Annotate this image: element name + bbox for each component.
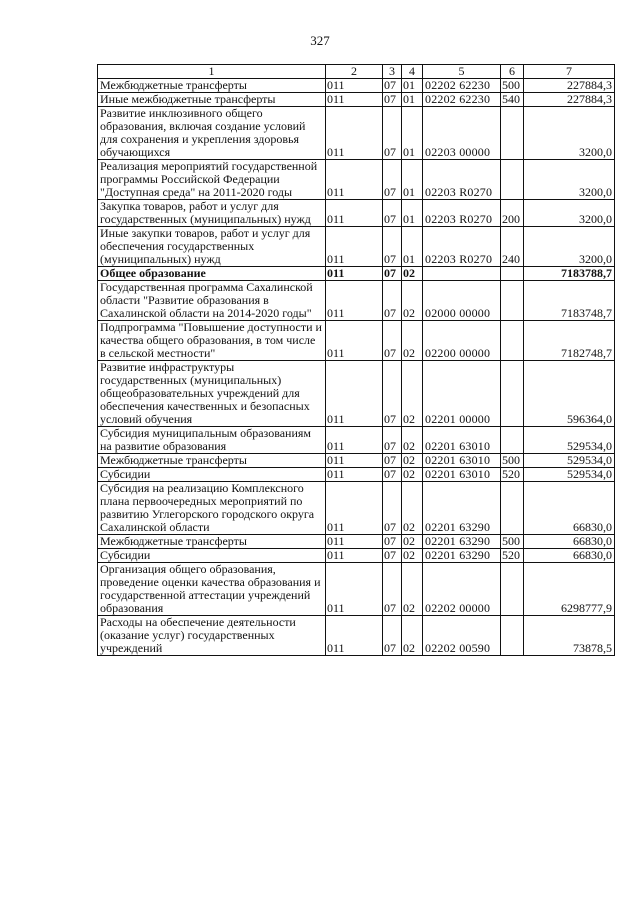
row-cell-c4: 02 [402,468,423,482]
row-cell-c7: 529534,0 [524,454,615,468]
row-cell-c4: 01 [402,107,423,160]
row-cell-c5: 02203 R0270 [423,227,501,267]
row-cell-c5: 02201 63290 [423,482,501,535]
table-row [98,549,615,563]
row-cell-c2: 011 [326,549,383,563]
row-cell-c6 [501,427,524,454]
table-row [98,616,615,656]
row-name-cell: Расходы на обеспечение деятельности (оказание услуг) государственных учреждений [98,616,326,656]
row-cell-c6: 200 [501,200,524,227]
row-name-cell: Иные закупки товаров, работ и услуг для обеспечения государственных (муниципальных) нужд [98,227,326,267]
row-cell-c2: 011 [326,563,383,616]
row-cell-c5: 02201 63010 [423,427,501,454]
row-cell-c2: 011 [326,79,383,93]
table-row [98,93,615,107]
row-cell-c5: 02201 00000 [423,361,501,427]
table-row [98,227,615,267]
row-cell-c6 [501,616,524,656]
row-cell-c7: 529534,0 [524,468,615,482]
row-cell-c6 [501,160,524,200]
row-cell-c5: 02201 63290 [423,549,501,563]
row-cell-c6: 500 [501,79,524,93]
row-cell-c2: 011 [326,482,383,535]
row-cell-c4: 02 [402,321,423,361]
row-cell-c6 [501,482,524,535]
row-name-cell: Закупка товаров, работ и услуг для государственных (муниципальных) нужд [98,200,326,227]
row-name-cell: Реализация мероприятий государственной программы Российской Федерации "Доступная среда" на 2011-2020 годы [98,160,326,200]
row-cell-c4: 02 [402,563,423,616]
row-cell-c5: 02200 00000 [423,321,501,361]
row-cell-c3: 07 [383,468,402,482]
header-cell-5: 5 [423,65,501,79]
row-name-cell: Межбюджетные трансферты [98,79,326,93]
table-row [98,563,615,616]
row-cell-c6 [501,361,524,427]
row-cell-c3: 07 [383,361,402,427]
row-name-cell: Межбюджетные трансферты [98,454,326,468]
row-cell-c5: 02201 63010 [423,454,501,468]
row-cell-c7: 6298777,9 [524,563,615,616]
row-cell-c2: 011 [326,616,383,656]
row-cell-c2: 011 [326,468,383,482]
row-name-cell: Иные межбюджетные трансферты [98,93,326,107]
row-cell-c7: 596364,0 [524,361,615,427]
row-cell-c3: 07 [383,563,402,616]
table-row [98,321,615,361]
row-cell-c4: 01 [402,79,423,93]
row-name-cell: Субсидия на реализацию Комплексного плана первоочередных мероприятий по развитию Углегорского городского округа Сахалинской области [98,482,326,535]
row-cell-c3: 07 [383,227,402,267]
row-name-cell: Организация общего образования, проведение оценки качества образования и государственной аттестации учреждений образования [98,563,326,616]
table-row [98,482,615,535]
row-cell-c3: 07 [383,454,402,468]
row-cell-c2: 011 [326,107,383,160]
row-cell-c7: 3200,0 [524,107,615,160]
row-cell-c5: 02203 R0270 [423,200,501,227]
row-name-cell: Общее образование [98,267,326,281]
row-cell-c7: 3200,0 [524,200,615,227]
row-cell-c6: 240 [501,227,524,267]
row-cell-c2: 011 [326,93,383,107]
row-cell-c4: 02 [402,281,423,321]
table-row [98,281,615,321]
page-number: 327 [310,33,330,48]
table-row [98,454,615,468]
row-cell-c2: 011 [326,361,383,427]
header-cell-4: 4 [402,65,423,79]
row-cell-c7: 3200,0 [524,160,615,200]
row-cell-c2: 011 [326,200,383,227]
row-cell-c7: 7183788,7 [524,267,615,281]
row-cell-c7: 7182748,7 [524,321,615,361]
row-cell-c6: 500 [501,454,524,468]
row-cell-c6 [501,281,524,321]
row-cell-c2: 011 [326,321,383,361]
row-name-cell: Государственная программа Сахалинской области "Развитие образования в Сахалинской области на 2014-2020 годы" [98,281,326,321]
row-cell-c6: 520 [501,468,524,482]
row-cell-c5: 02203 R0270 [423,160,501,200]
row-cell-c6: 520 [501,549,524,563]
row-cell-c2: 011 [326,160,383,200]
row-cell-c3: 07 [383,107,402,160]
row-cell-c7: 3200,0 [524,227,615,267]
row-cell-c2: 011 [326,427,383,454]
row-cell-c3: 07 [383,200,402,227]
header-cell-2: 2 [326,65,383,79]
header-cell-7: 7 [524,65,615,79]
row-cell-c2: 011 [326,535,383,549]
row-cell-c4: 02 [402,267,423,281]
row-cell-c3: 07 [383,549,402,563]
row-name-cell: Субсидии [98,549,326,563]
row-cell-c4: 01 [402,160,423,200]
row-cell-c4: 02 [402,549,423,563]
row-cell-c4: 02 [402,482,423,535]
table-row [98,200,615,227]
row-cell-c7: 227884,3 [524,79,615,93]
row-cell-c3: 07 [383,482,402,535]
row-cell-c3: 07 [383,281,402,321]
row-cell-c3: 07 [383,79,402,93]
row-cell-c3: 07 [383,427,402,454]
row-cell-c5: 02202 00590 [423,616,501,656]
header-cell-3: 3 [383,65,402,79]
row-cell-c5: 02202 62230 [423,93,501,107]
row-cell-c4: 02 [402,535,423,549]
row-name-cell: Субсидии [98,468,326,482]
row-cell-c4: 01 [402,200,423,227]
table-row [98,160,615,200]
row-cell-c6 [501,107,524,160]
row-cell-c5: 02201 63010 [423,468,501,482]
row-cell-c4: 01 [402,227,423,267]
row-cell-c5: 02202 62230 [423,79,501,93]
row-name-cell: Подпрограмма "Повышение доступности и качества общего образования, в том числе в сельской местности" [98,321,326,361]
row-cell-c7: 66830,0 [524,482,615,535]
header-cell-6: 6 [501,65,524,79]
row-cell-c7: 227884,3 [524,93,615,107]
table-row [98,468,615,482]
row-cell-c6: 500 [501,535,524,549]
table-row [98,535,615,549]
table-row [98,267,615,281]
row-cell-c3: 07 [383,535,402,549]
row-cell-c6 [501,321,524,361]
row-cell-c7: 529534,0 [524,427,615,454]
budget-table [97,64,615,656]
row-name-cell: Развитие инклюзивного общего образования, включая создание условий для сохранения и укрепления здоровья обучающихся [98,107,326,160]
table-row [98,361,615,427]
row-cell-c6: 540 [501,93,524,107]
row-name-cell: Межбюджетные трансферты [98,535,326,549]
row-name-cell: Субсидия муниципальным образованиям на развитие образования [98,427,326,454]
row-name-cell: Развитие инфраструктуры государственных (муниципальных) общеобразовательных учреждений для обеспечения качественных и безопасных условий обучения [98,361,326,427]
row-cell-c4: 01 [402,93,423,107]
header-cell-1: 1 [98,65,326,79]
row-cell-c4: 02 [402,454,423,468]
row-cell-c4: 02 [402,361,423,427]
row-cell-c3: 07 [383,321,402,361]
row-cell-c5: 02201 63290 [423,535,501,549]
row-cell-c6 [501,563,524,616]
table-row [98,79,615,93]
row-cell-c3: 07 [383,160,402,200]
row-cell-c6 [501,267,524,281]
header-row [98,65,615,79]
row-cell-c7: 66830,0 [524,549,615,563]
row-cell-c7: 73878,5 [524,616,615,656]
row-cell-c2: 011 [326,454,383,468]
row-cell-c4: 02 [402,616,423,656]
row-cell-c7: 7183748,7 [524,281,615,321]
row-cell-c2: 011 [326,227,383,267]
row-cell-c2: 011 [326,281,383,321]
row-cell-c7: 66830,0 [524,535,615,549]
row-cell-c3: 07 [383,93,402,107]
row-cell-c2: 011 [326,267,383,281]
row-cell-c3: 07 [383,616,402,656]
row-cell-c3: 07 [383,267,402,281]
row-cell-c4: 02 [402,427,423,454]
row-cell-c5: 02203 00000 [423,107,501,160]
row-cell-c5: 02202 00000 [423,563,501,616]
row-cell-c5 [423,267,501,281]
table-row [98,427,615,454]
table-row [98,107,615,160]
row-cell-c5: 02000 00000 [423,281,501,321]
